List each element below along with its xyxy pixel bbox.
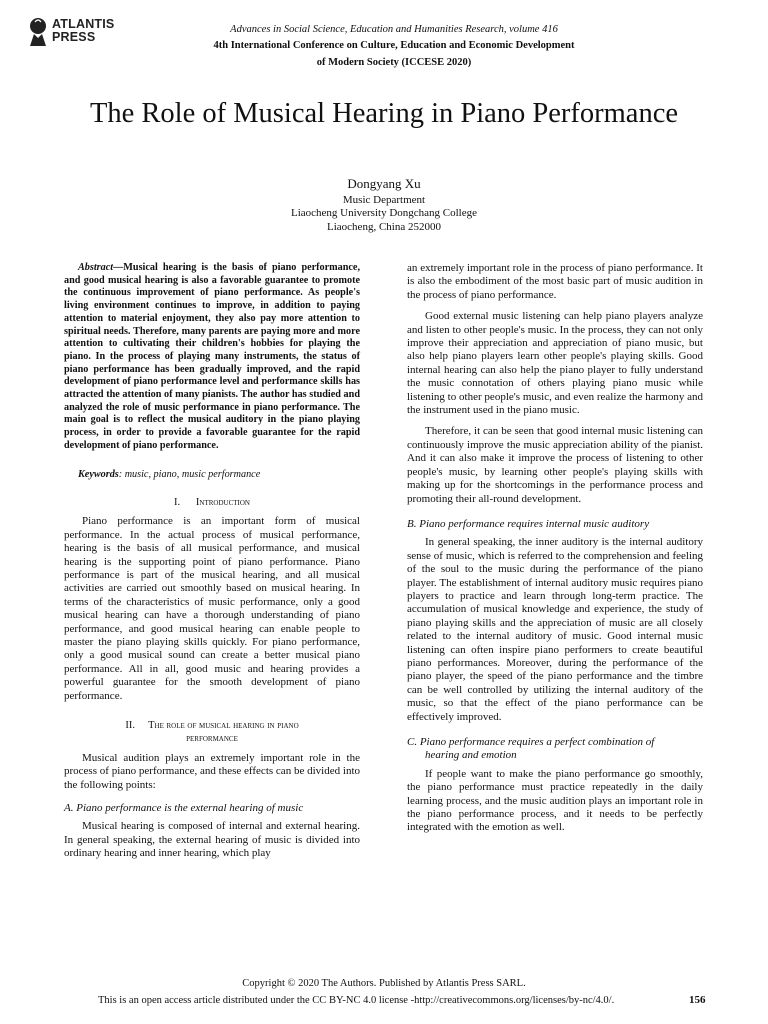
license-line: This is an open access article distributed under the CC BY-NC 4.0 license -http://creativecommons.org/licenses/by-nc/4.0/. <box>98 995 615 1006</box>
conference-header-line1: 4th International Conference on Culture, Education and Economic Development <box>213 40 575 51</box>
affiliation-university: Liaocheng University Dongchang College <box>290 207 478 219</box>
subsection-heading-b: B. Piano performance requires internal music auditory <box>407 517 650 530</box>
subsection-heading-c: C. Piano performance requires a perfect combination of hearing and emotion <box>407 736 655 762</box>
page-number: 156 <box>689 994 706 1006</box>
subsection-a-paragraph1: Musical hearing is composed of internal and external hearing. In general speaking, the external hearing of music is divided into ordinary hearing and inner hearing, which play <box>64 820 360 860</box>
author-name: Dongyang Xu <box>347 176 421 191</box>
subsection-b-paragraph: In general speaking, the inner auditory is the internal auditory sense of music, which is referred to the comprehension and feeling of the soul to the music during the performance of the piano player. The establishment of internal auditory music requires piano players to practice and learn through long-term practice. The accumulation of musical knowledge and experience, the study of piano playing skills and the appreciation of music are all closely related to the internal auditory of music. Good internal music listening can often inspire piano performers to create beautiful piano performances. Moreover, during the performance of the piano player, the speed of the piano performance and the timbre can be well controlled by utilizing the internal auditory of the music, so that the effect of the piano performance can be effectively improved. <box>407 536 703 723</box>
section-heading-role: II. The role of musical hearing in piano performance <box>125 720 299 745</box>
subsection-c-paragraph: If people want to make the piano performance go smoothly, the piano performance must practice repeatedly in the daily learning process, and the music audition plays an important role in the piano performance process, and it needs to be perfectly integrated with the emotion as well. <box>407 767 703 834</box>
subsection-a-paragraph1-continued: an extremely important role in the process of piano performance. It is also the embodiment of the most basic part of music audition in the process of piano performance. <box>407 262 703 301</box>
left-column <box>64 262 360 861</box>
paper-title: The Role of Musical Hearing in Piano Performance <box>89 98 679 129</box>
conference-header-line2: of Modern Society (ICCESE 2020) <box>316 57 472 68</box>
subsection-heading-a: A. Piano performance is the external hearing of music <box>64 802 304 815</box>
subsection-a-paragraph2: Good external music listening can help piano players analyze and listen to other people's music. In the process, they can not only improve their appreciation and appreciation of piano music, but also help piano players learn other people's playing skills. Good internal hearing can also help the piano player to fully understand the music connotation of others playing piano music while listening to other people's music, and even realize the harmony and the instrument used in the piano music. <box>407 310 703 417</box>
subsection-a-paragraph3: Therefore, it can be seen that good internal music listening can continuously improve the music appreciation ability of the pianist. And it can also make it improve the process of listening to other people's music, by learning other people's playing skills with making up for the shortcomings in the performance process and promoting their all-round development. <box>407 425 703 505</box>
intro-paragraph: Piano performance is an important form of musical performance. In the actual process of musical performance, hearing is the basis of all musical performance, and musical hearing is the supporting point of piano performance. Piano performance is part of the musical hearing, and all musical activities are carried out smoothly based on musical hearing. In terms of the characteristics of music performance, only a good musical hearing can have a thorough understanding of piano performance, and good musical hearing can enable people to master the piano playing skills quickly. For piano performance, only a good musical sound can create a better musical piano performance. All in all, good music and hearing provides a powerful guarantee for the smooth development of piano performance. <box>64 515 360 702</box>
affiliation-location: Liaocheng, China 252000 <box>327 221 441 233</box>
copyright-line: Copyright © 2020 The Authors. Published by Atlantis Press SARL. <box>242 978 526 989</box>
section2-paragraph: Musical audition plays an extremely important role in the process of piano performance, and these effects can be divided into the following points: <box>64 751 360 791</box>
right-column <box>407 262 703 835</box>
keywords: Keywords: music, piano, music performance <box>78 468 261 480</box>
affiliation-department: Music Department <box>342 194 426 206</box>
section-heading-introduction: I. Introduction <box>174 496 250 508</box>
logo-text: ATLANTIS PRESS <box>52 17 115 44</box>
abstract: Abstract—Musical hearing is the basis of piano performance, and good musical hearing is also a favorable guarantee to promote the continuous improvement of piano performance. As people's living environment continues to improve, in addition to paying attention to material enjoyment, they also pay more attention to spiritual needs. Therefore, many parents are paying more and more attention to cultivating their children's hobbies for playing the piano. In the process of playing many instruments, the status of piano performance has been gradually improved, and the rapid development of piano performance level and performance skills has attracted the attention of many pianists. The author has studied and analyzed the role of music performance in piano performance. The main goal is to reflect the musical auditory in the piano playing process, in order to provide a favorable guarantee for the rapid development of piano performance. <box>64 262 360 451</box>
journal-header: Advances in Social Science, Education and Humanities Research, volume 416 <box>230 24 558 35</box>
